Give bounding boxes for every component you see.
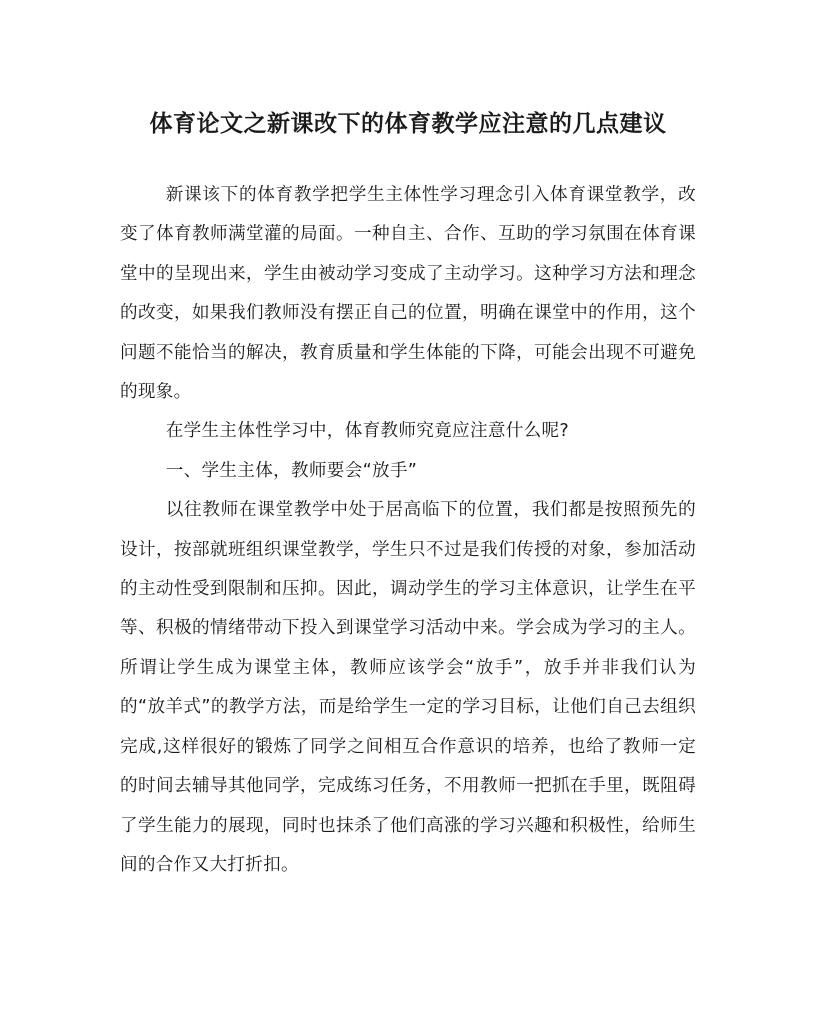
paragraph-question: 在学生主体性学习中，体育教师究竟应注意什么呢? — [165, 421, 570, 442]
document-body — [120, 176, 696, 885]
paragraph-intro: 新课该下的体育教学把学生主体性学习理念引入体育课堂教学，改变了体育教师满堂灌的局面。一种自主、合作、互助的学习氛围在体育课堂中的呈现出来，学生由被动学习变成了主动学习。这种学习方法和理念的改变，如果我们教师没有摆正自己的位置，明确在课堂中的作用，这个问题不能恰当的解决，教育质量和学生体能的下降，可能会出现不可避免的现象。 — [120, 185, 696, 403]
paragraph-section-1: 以往教师在课堂教学中处于居高临下的位置，我们都是按照预先的设计，按部就班组织课堂教学，学生只不过是我们传授的对象，参加活动的主动性受到限制和压抑。因此，调动学生的学习主体意识，让学生在平等、积极的情绪带动下投入到课堂学习活动中来。学会成为学习的主人。所谓让学生成为课堂主体，教师应该学会“放手”，放手并非我们认为的“放羊式”的教学方法，而是给学生一定的学习目标，让他们自己去组织完成,这样很好的锻炼了同学之间相互合作意识的培养，也给了教师一定的时间去辅导其他同学，完成练习任务，不用教师一把抓在手里，既阻碍了学生能力的展现，同时也抹杀了他们高涨的学习兴趣和积极性，给师生间的合作又大打折扣。 — [120, 500, 696, 875]
document-title: 体育论文之新课改下的体育教学应注意的几点建议 — [149, 110, 667, 137]
section-heading-1: 一、学生主体，教师要会“放手” — [165, 460, 418, 481]
